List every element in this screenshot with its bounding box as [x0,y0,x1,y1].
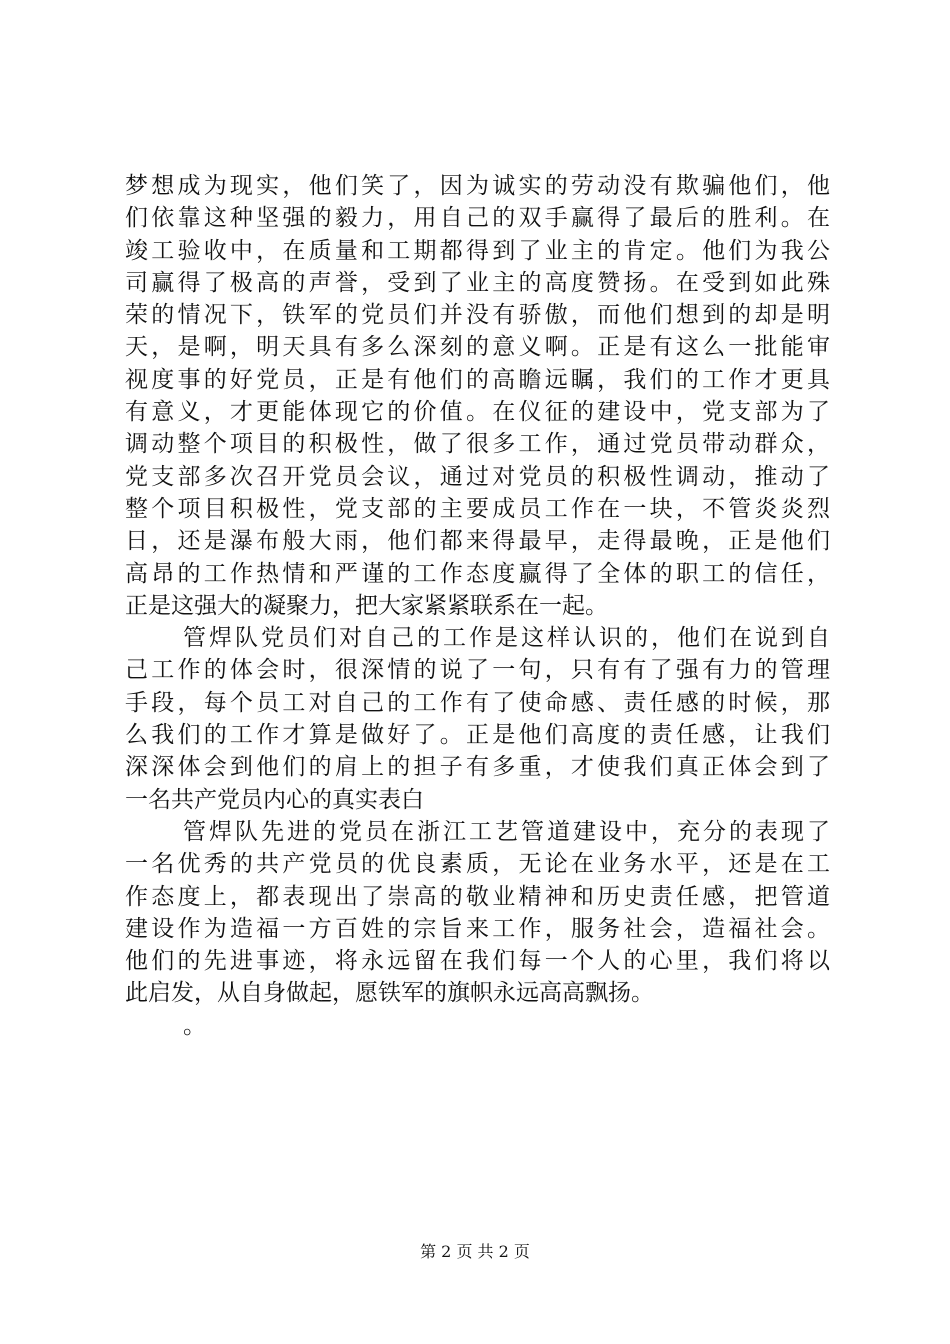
text-line: 己工作的体会时，很深情的说了一句，只有有了强有力的管理 [125,657,830,684]
text-line: 竣工验收中，在质量和工期都得到了业主的肯定。他们为我公 [125,237,830,264]
text-line: 高昂的工作热情和严谨的工作态度赢得了全体的职工的信任， [125,560,830,587]
page-number-footer: 第 2 页 共 2 页 [420,1242,530,1261]
text-line: 一名共产党员内心的真实表白 [125,786,424,813]
text-line: 手段，每个员工对自己的工作有了使命感、责任感的时候，那 [125,689,830,716]
text-line: 一名优秀的共产党员的优良素质，无论在业务水平，还是在工 [125,851,830,878]
text-line: 天，是啊，明天具有多么深刻的意义啊。正是有这么一批能审 [125,334,830,361]
text-line: 么我们的工作才算是做好了。正是他们高度的责任感，让我们 [125,722,830,749]
text-line: 管焊队先进的党员在浙江工艺管道建设中，充分的表现了 [183,818,830,845]
text-line: 日，还是瀑布般大雨，他们都来得最早，走得最晚，正是他们 [125,528,830,555]
text-line: 作态度上，都表现出了崇高的敬业精神和历史责任感，把管道 [125,883,830,910]
text-line: 整个项目积极性，党支部的主要成员工作在一块，不管炎炎烈 [125,495,830,522]
text-line: 建设作为造福一方百姓的宗旨来工作，服务社会，造福社会。 [125,915,830,942]
text-line: 党支部多次召开党员会议，通过对党员的积极性调动，推动了 [125,463,830,490]
text-line: 调动整个项目的积极性，做了很多工作，通过党员带动群众， [125,431,830,458]
text-line: 视度事的好党员，正是有他们的高瞻远瞩，我们的工作才更具 [125,366,830,393]
paragraph [125,1010,830,1042]
document-body [125,170,830,1042]
text-line: 他们的先进事迹，将永远留在我们每一个人的心里，我们将以 [125,948,830,975]
text-line: 司赢得了极高的声誉，受到了业主的高度赞扬。在受到如此殊 [125,269,830,296]
text-line: 有意义，才更能体现它的价值。在仪征的建设中，党支部为了 [125,399,830,426]
text-line: 。 [183,1012,206,1039]
paragraph [125,170,830,622]
paragraph [125,622,830,816]
text-line: 深深体会到他们的肩上的担子有多重，才使我们真正体会到了 [125,754,830,781]
text-line: 梦想成为现实，他们笑了，因为诚实的劳动没有欺骗他们，他 [125,173,830,199]
text-line: 管焊队党员们对自己的工作是这样认识的，他们在说到自 [183,625,830,652]
paragraph [125,816,830,1010]
text-line: 此启发，从自身做起，愿铁军的旗帜永远高高飘扬。 [125,980,654,1007]
text-line: 荣的情况下，铁军的党员们并没有骄傲，而他们想到的却是明 [125,302,830,329]
text-line: 们依靠这种坚强的毅力，用自己的双手赢得了最后的胜利。在 [125,205,830,232]
text-line: 正是这强大的凝聚力，把大家紧紧联系在一起。 [125,592,608,619]
